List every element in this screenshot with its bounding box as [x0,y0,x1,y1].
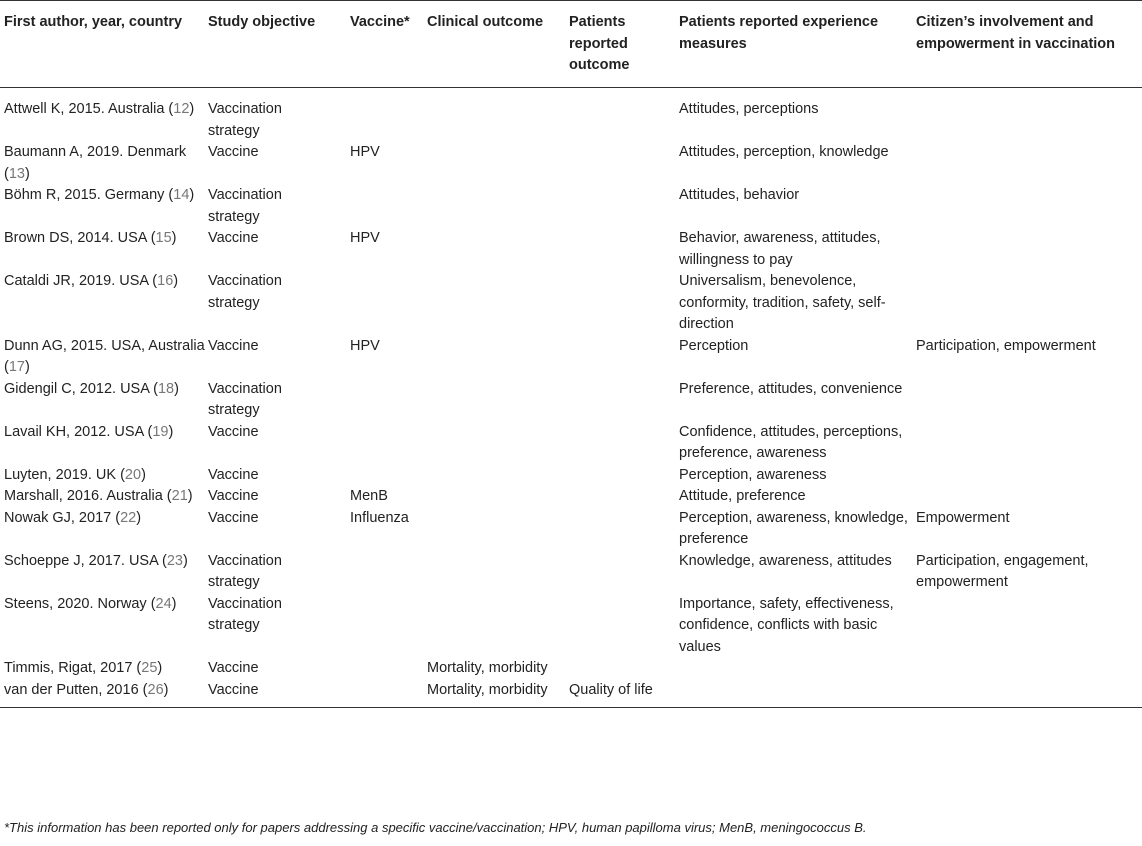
cell-pro [569,142,679,185]
cell-vaccine [350,88,427,143]
cell-pro [569,658,679,680]
cell-citizen [916,88,1142,143]
cell-clinical: Mortality, morbidity [427,681,548,698]
cell-clinical [427,486,569,508]
cell-prem: Attitude, preference [679,488,806,504]
cell-prem: Perception, awareness, knowledge, preference [679,509,908,547]
reference-link[interactable]: 21 [171,488,188,504]
cell-clinical [427,508,569,551]
author-text: Nowak GJ, 2017 [4,509,112,526]
author-text: Lavail KH, 2012. USA [4,423,144,440]
cell-vaccine: Influenza [350,509,409,526]
cell-author: Marshall, 2016. Australia (21) [4,488,193,504]
cell-prem: Perception [679,337,749,354]
author-text: Steens, 2020. Norway [4,595,147,612]
author-text: Timmis, Rigat, 2017 [4,660,133,676]
reference-link[interactable]: 23 [166,552,183,569]
cell-clinical [427,228,569,271]
table-row [0,486,1142,508]
table-row [0,88,1142,143]
author-text: Luyten, 2019. UK [4,466,117,483]
table-body [0,88,1142,708]
author-text: Cataldi JR, 2019. USA [4,273,149,289]
cell-pro: Quality of life [569,681,653,698]
author-text: Dunn AG, 2015. USA, Australia [4,337,205,354]
cell-author: Timmis, Rigat, 2017 (25) [4,660,163,676]
reference-link[interactable]: 18 [157,380,175,397]
cell-citizen: Participation, empowerment [916,337,1096,354]
cell-objective: Vaccination strategy [208,552,282,590]
cell-objective: Vaccine [208,488,259,504]
cell-vaccine [350,422,427,465]
reference-link[interactable]: 19 [152,423,169,440]
cell-author: Gidengil C, 2012. USA (18) [4,380,179,397]
cell-prem: Knowledge, awareness, attitudes [679,552,892,569]
cell-prem: Attitudes, perception, knowledge [679,144,889,160]
table-row [0,379,1142,422]
cell-author: Nowak GJ, 2017 (22) [4,509,142,526]
cell-vaccine [350,594,427,659]
reference-link[interactable]: 15 [155,230,172,246]
cell-author: Steens, 2020. Norway (24) [4,595,177,612]
cell-objective: Vaccine [208,681,259,698]
cell-prem [679,680,916,708]
cell-clinical [427,465,569,487]
cell-objective: Vaccine [208,466,259,483]
cell-objective: Vaccination strategy [208,187,282,225]
cell-author: Luyten, 2019. UK (20) [4,466,146,483]
cell-prem [679,658,916,680]
table-row [0,658,1142,680]
cell-prem: Behavior, awareness, attitudes, willingness to pay [679,230,881,268]
cell-clinical [427,422,569,465]
author-text: van der Putten, 2016 [4,681,139,698]
cell-citizen [916,465,1142,487]
cell-clinical [427,594,569,659]
table-row [0,336,1142,379]
reference-link[interactable]: 13 [8,165,25,182]
cell-citizen [916,658,1142,680]
cell-author: Attwell K, 2015. Australia (12) [4,101,195,117]
cell-vaccine [350,551,427,594]
cell-prem: Preference, attitudes, convenience [679,380,903,397]
cell-pro [569,465,679,487]
cell-clinical [427,88,569,143]
cell-pro [569,508,679,551]
cell-vaccine: MenB [350,488,388,504]
author-text: Böhm R, 2015. Germany [4,187,165,203]
cell-clinical [427,185,569,228]
cell-author: Schoeppe J, 2017. USA (23) [4,552,188,569]
cell-citizen [916,680,1142,708]
table-row [0,680,1142,708]
cell-prem: Importance, safety, effectiveness, confidence, conflicts with basic values [679,595,894,655]
cell-objective: Vaccination strategy [208,101,282,139]
table-row [0,185,1142,228]
cell-author: Baumann A, 2019. Denmark (13) [4,144,187,182]
cell-vaccine [350,185,427,228]
cell-objective: Vaccination strategy [208,380,282,418]
cell-vaccine: HPV [350,230,380,246]
cell-prem: Attitudes, behavior [679,187,800,203]
table-row [0,142,1142,185]
cell-author: van der Putten, 2016 (26) [4,681,169,698]
author-text: Gidengil C, 2012. USA [4,380,150,397]
cell-author: Lavail KH, 2012. USA (19) [4,423,174,440]
cell-citizen [916,271,1142,336]
cell-pro [569,336,679,379]
cell-citizen [916,228,1142,271]
cell-citizen [916,379,1142,422]
table-footnote: *This information has been reported only for papers addressing a specific vaccine/vaccination; HPV, human papilloma virus; MenB, meningococcus B. [4,820,867,835]
cell-objective: Vaccine [208,144,259,160]
cell-objective: Vaccine [208,337,259,354]
reference-link[interactable]: 20 [124,466,142,483]
reference-link[interactable]: 24 [155,595,172,612]
col-header-prem: Patients reported experience measures [679,14,879,52]
cell-pro [569,88,679,143]
cell-pro [569,228,679,271]
cell-prem: Universalism, benevolence, conformity, tradition, safety, self-direction [679,273,886,332]
reference-link[interactable]: 26 [147,681,164,698]
cell-citizen [916,486,1142,508]
cell-author: Dunn AG, 2015. USA, Australia (17) [4,337,205,375]
cell-citizen [916,594,1142,659]
cell-author: Cataldi JR, 2019. USA (16) [4,273,179,289]
col-header-clinical: Clinical outcome [427,14,544,30]
cell-clinical [427,551,569,594]
table-row [0,271,1142,336]
cell-author: Brown DS, 2014. USA (15) [4,230,177,246]
cell-citizen [916,185,1142,228]
cell-pro [569,594,679,659]
col-header-vaccine: Vaccine* [350,14,410,30]
author-text: Marshall, 2016. Australia [4,488,163,504]
reference-link[interactable]: 22 [120,509,137,526]
reference-link[interactable]: 16 [157,273,174,289]
col-header-author: First author, year, country [4,14,183,30]
table-row [0,508,1142,551]
cell-vaccine [350,465,427,487]
author-text: Attwell K, 2015. Australia [4,101,165,117]
cell-objective: Vaccine [208,660,259,676]
reference-link[interactable]: 17 [8,359,25,375]
cell-pro [569,551,679,594]
cell-vaccine [350,658,427,680]
cell-author: Böhm R, 2015. Germany (14) [4,187,195,203]
col-header-pro: Patients reported outcome [569,14,630,73]
cell-citizen [916,142,1142,185]
cell-objective: Vaccination strategy [208,595,282,633]
col-header-objective: Study objective [208,14,316,30]
author-text: Baumann A, 2019. Denmark [4,144,187,160]
cell-prem: Attitudes, perceptions [679,101,819,117]
cell-clinical [427,336,569,379]
author-text: Brown DS, 2014. USA [4,230,147,246]
cell-pro [569,185,679,228]
table-row [0,594,1142,659]
cell-objective: Vaccine [208,423,259,440]
cell-clinical [427,271,569,336]
header-row [0,1,1142,88]
cell-vaccine [350,271,427,336]
cell-pro [569,422,679,465]
cell-vaccine [350,680,427,708]
cell-vaccine [350,379,427,422]
cell-pro [569,271,679,336]
cell-prem: Perception, awareness [679,466,827,483]
reference-link[interactable]: 14 [173,187,190,203]
table-row [0,465,1142,487]
cell-pro [569,379,679,422]
cell-clinical: Mortality, morbidity [427,660,548,676]
reference-link[interactable]: 12 [173,101,190,117]
cell-pro [569,486,679,508]
cell-objective: Vaccination strategy [208,273,282,311]
table-row [0,551,1142,594]
author-text: Schoeppe J, 2017. USA [4,552,158,569]
cell-clinical [427,142,569,185]
cell-clinical [427,379,569,422]
table-row [0,422,1142,465]
cell-citizen: Participation, engagement, empowerment [916,552,1089,590]
cell-citizen: Empowerment [916,509,1010,526]
reference-link[interactable]: 25 [141,660,158,676]
col-header-citizen: Citizen’s involvement and empowerment in vaccination [916,14,1116,52]
cell-vaccine: HPV [350,337,380,354]
cell-objective: Vaccine [208,509,259,526]
cell-vaccine: HPV [350,144,380,160]
cell-prem: Confidence, attitudes, perceptions, preference, awareness [679,423,903,461]
cell-citizen [916,422,1142,465]
table-row [0,228,1142,271]
cell-objective: Vaccine [208,230,259,246]
